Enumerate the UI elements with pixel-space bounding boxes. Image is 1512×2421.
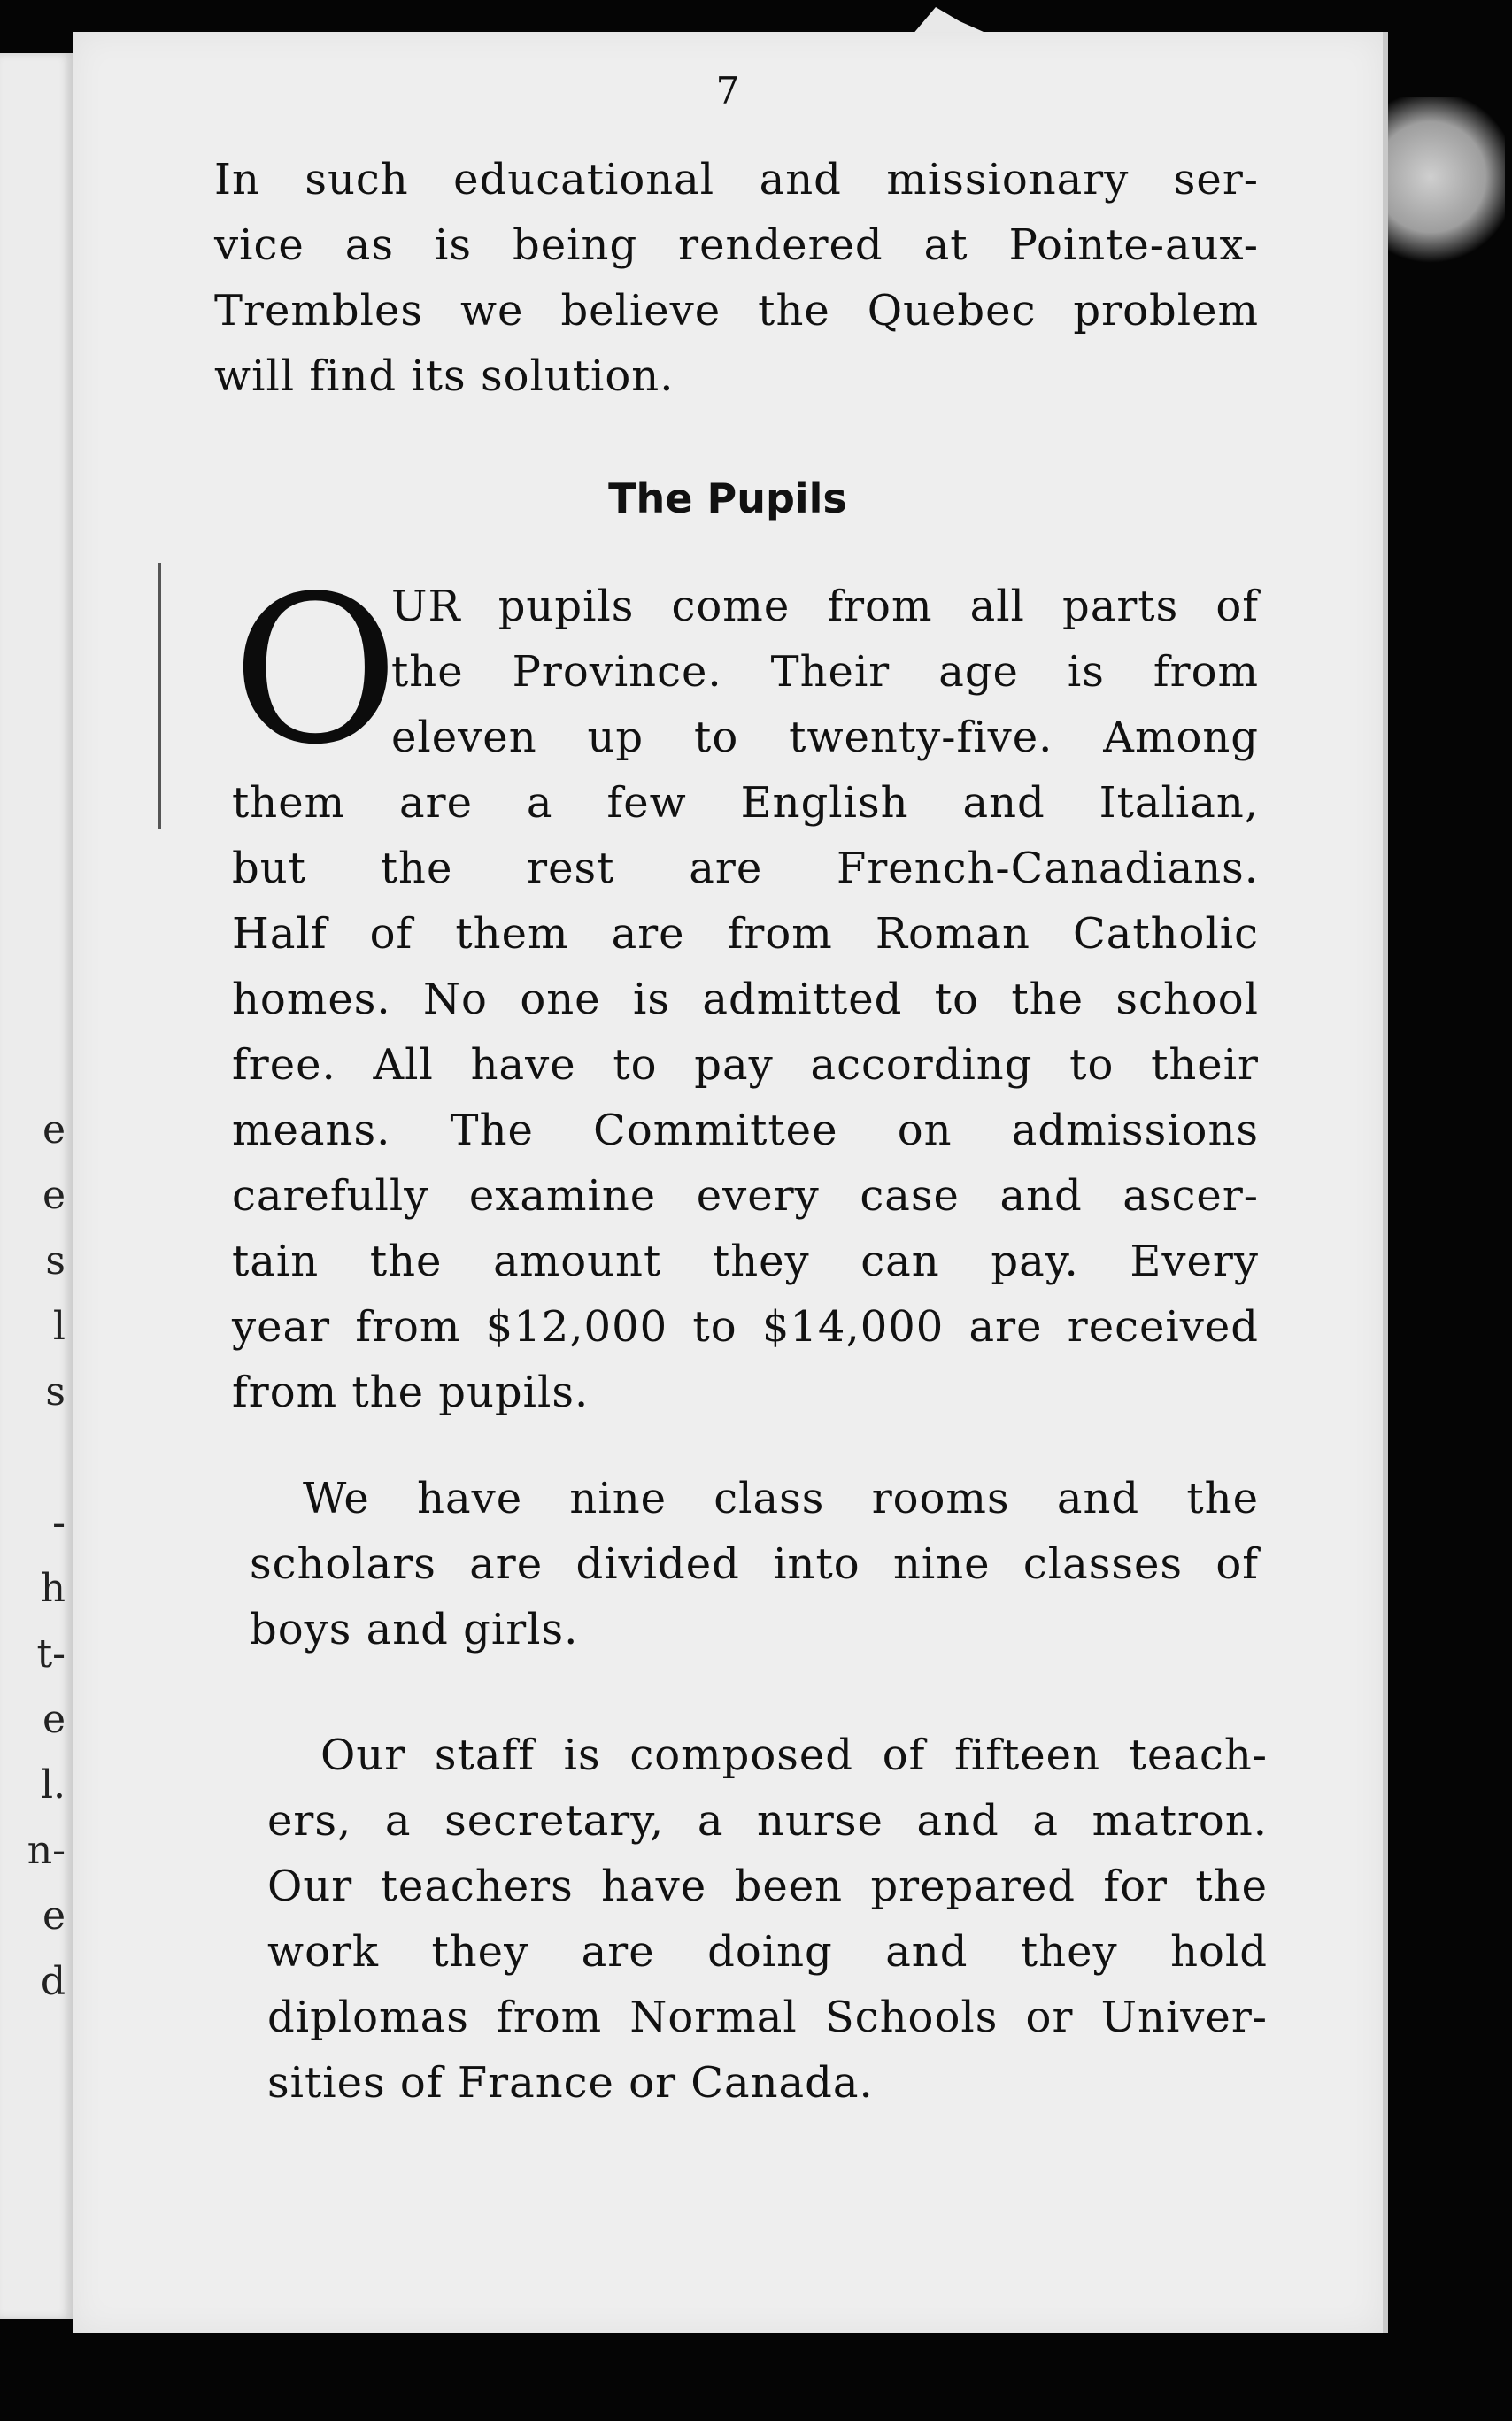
text-line: the Province. Their age is from xyxy=(391,647,1259,697)
classrooms-paragraph xyxy=(250,1466,1259,1662)
fragment-text: n- xyxy=(27,1828,66,1873)
staff-paragraph xyxy=(267,1723,1268,2116)
fragment-text xyxy=(12,1425,66,1491)
previous-page-fragments xyxy=(12,1098,66,2015)
paper-tear xyxy=(912,0,991,35)
page-number: 7 xyxy=(715,69,740,112)
text-line: Half of them are from Roman Catholic xyxy=(232,909,1259,959)
fragment-text: t- xyxy=(36,1631,66,1677)
text-line: year from $12,000 to $14,000 are received xyxy=(232,1302,1259,1352)
margin-mark xyxy=(158,563,161,829)
text-line: vice as is being rendered at Pointe-aux- xyxy=(214,220,1259,270)
text-line: will find its solution. xyxy=(214,351,675,401)
text-line: free. All have to pay according to their xyxy=(232,1040,1259,1090)
text-line: We have nine class rooms and the xyxy=(303,1474,1259,1523)
text-line: Our staff is composed of fifteen teach- xyxy=(320,1731,1268,1780)
fragment-text: l. xyxy=(40,1762,66,1808)
fragment-text: h xyxy=(40,1566,66,1611)
fragment-text: e xyxy=(42,1107,66,1153)
drop-cap: O xyxy=(232,553,400,790)
fragment-text: e xyxy=(42,1173,66,1218)
fragment-text: - xyxy=(52,1500,66,1546)
text-line: ers, a secretary, a nurse and a matron. xyxy=(267,1796,1268,1846)
previous-page-edge xyxy=(0,53,75,2319)
text-line: diplomas from Normal Schools or Univer- xyxy=(267,1993,1268,2042)
text-line: but the rest are French-Canadians. xyxy=(232,844,1259,893)
fragment-text: s xyxy=(45,1369,66,1415)
fragment-text: d xyxy=(40,1959,66,2004)
text-line: In such educational and missionary ser- xyxy=(214,155,1259,204)
paper-blotch xyxy=(1381,97,1505,274)
text-line: UR pupils come from all parts of xyxy=(391,582,1259,631)
text-line: work they are doing and they hold xyxy=(267,1927,1268,1977)
text-line: carefully examine every case and ascer- xyxy=(232,1171,1259,1221)
text-line: sities of France or Canada. xyxy=(267,2058,874,2108)
fragment-text: e xyxy=(42,1893,66,1939)
text-line: tain the amount they can pay. Every xyxy=(232,1237,1259,1286)
text-line: homes. No one is admitted to the school xyxy=(232,975,1259,1024)
fragment-text: s xyxy=(45,1238,66,1284)
text-line: eleven up to twenty-five. Among xyxy=(391,713,1259,762)
text-line: Trembles we believe the Quebec problem xyxy=(214,286,1259,335)
text-line: from the pupils. xyxy=(232,1368,590,1417)
fragment-text: e xyxy=(42,1697,66,1742)
document-page xyxy=(73,32,1388,2333)
fragment-text: l xyxy=(52,1304,66,1349)
intro-paragraph xyxy=(214,147,1259,409)
text-line: Our teachers have been prepared for the xyxy=(267,1862,1268,1911)
section-heading: The Pupils xyxy=(608,474,847,522)
text-line: them are a few English and Italian, xyxy=(232,778,1259,828)
text-line: boys and girls. xyxy=(250,1605,579,1654)
text-line: means. The Committee on admissions xyxy=(232,1106,1259,1155)
text-line: scholars are divided into nine classes of xyxy=(250,1539,1259,1589)
pupils-paragraph xyxy=(232,553,1259,1425)
